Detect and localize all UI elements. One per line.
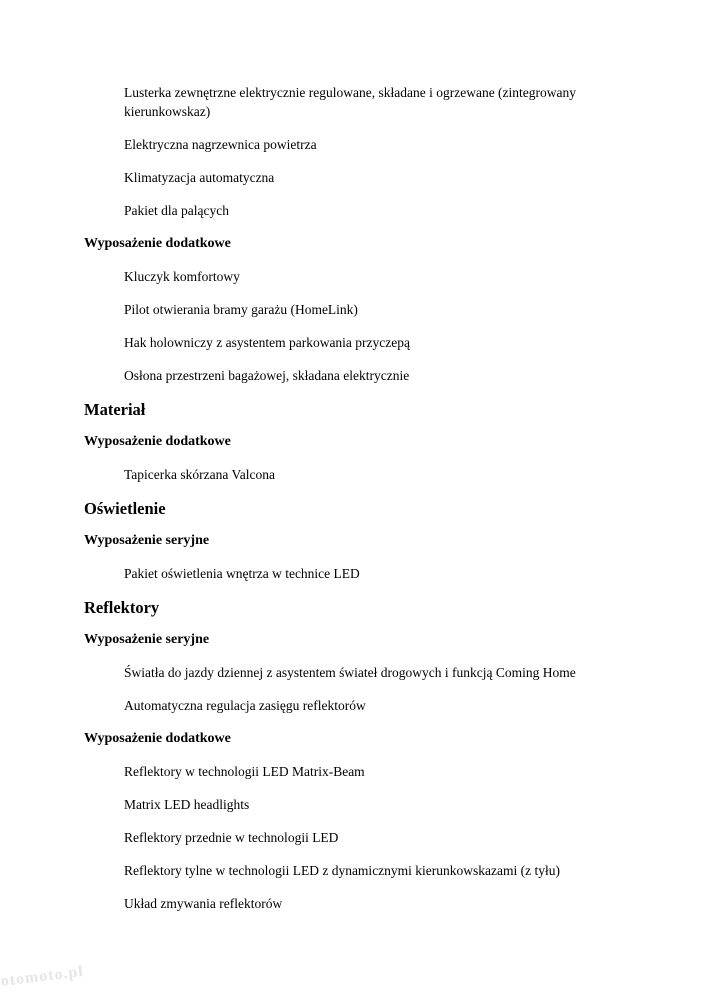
equipment-item: Kluczyk komfortowy (124, 269, 240, 284)
equipment-item: Hak holowniczy z asystentem parkowania przyczepą (124, 335, 411, 350)
equipment-item: Reflektory tylne w technologii LED z dynamicznymi kierunkowskazami (z tyłu) (124, 863, 561, 878)
equipment-item: Tapicerka skórzana Valcona (124, 467, 275, 482)
equipment-item: Elektryczna nagrzewnica powietrza (124, 137, 317, 152)
equipment-item: Klimatyzacja automatyczna (124, 170, 275, 185)
section-heading: Materiał (84, 400, 146, 419)
watermark-text: otomoto.pl (0, 962, 85, 991)
equipment-item: Pakiet oświetlenia wnętrza w technice LED (124, 566, 360, 581)
subsection-heading: Wyposażenie seryjne (84, 533, 210, 548)
equipment-item: Światła do jazdy dziennej z asystentem świateł drogowych i funkcją Coming Home (124, 665, 576, 680)
subsection-heading: Wyposażenie dodatkowe (84, 236, 231, 251)
equipment-item: Lusterka zewnętrzne elektrycznie regulowane, składane i ogrzewane (zintegrowany kierunkowskaz) (124, 85, 577, 119)
equipment-item: Matrix LED headlights (124, 797, 250, 812)
section-heading: Reflektory (84, 598, 160, 617)
section-heading: Oświetlenie (84, 499, 166, 518)
equipment-item: Reflektory w technologii LED Matrix-Beam (124, 764, 365, 779)
subsection-heading: Wyposażenie seryjne (84, 632, 210, 647)
subsection-heading: Wyposażenie dodatkowe (84, 434, 231, 449)
equipment-list (0, 83, 667, 913)
subsection-heading: Wyposażenie dodatkowe (84, 731, 231, 746)
equipment-item: Układ zmywania reflektorów (124, 896, 283, 911)
equipment-item: Osłona przestrzeni bagażowej, składana elektrycznie (124, 368, 410, 383)
equipment-item: Automatyczna regulacja zasięgu reflektorów (124, 698, 366, 713)
equipment-item: Pakiet dla palących (124, 203, 229, 218)
equipment-item: Reflektory przednie w technologii LED (124, 830, 339, 845)
equipment-item: Pilot otwierania bramy garażu (HomeLink) (124, 302, 358, 317)
